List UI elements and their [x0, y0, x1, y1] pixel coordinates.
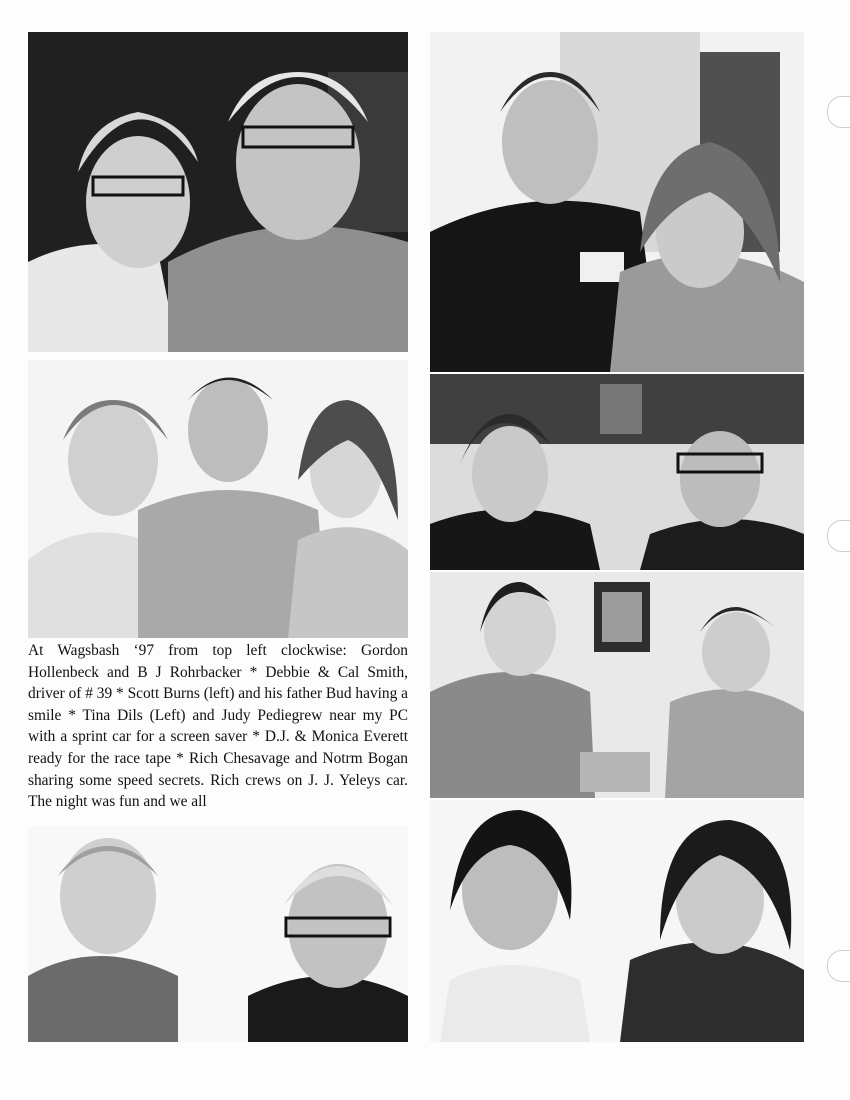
punch-hole-middle	[827, 520, 850, 552]
photo-gordon-hollenbeck-bj-rohrbacker	[28, 32, 408, 352]
photo-bottom-right-pair	[430, 800, 804, 1042]
photo-caption: At Wagsbash ‘97 from top left clockwise: Gordon Hollenbeck and B J Rohrbacker * Debbie & Cal Smith, driver of # 39 * Scott Burns (left) and his father Bud having a smile * Tina Dils (Left) and Judy Pediegrew near my PC with a sprint car for a screen saver * D.J. & Monica Everett ready for the race tape * Rich Chesavage and Notrm Bogan sharing some speed secrets. Rich crews on J. J. Yeleys car. The night was fun and we all	[28, 642, 408, 811]
photo-debbie-cal-smith	[430, 32, 804, 372]
punch-hole-bottom	[827, 950, 850, 982]
punch-hole-top	[827, 96, 850, 128]
photo-scott-burns-father-bud	[28, 360, 408, 638]
photo-tina-dils-judy-pediegrew	[430, 374, 804, 570]
photo-dj-monica-everett	[430, 572, 804, 798]
photo-rich-chesavage-notrm-bogan	[28, 826, 408, 1042]
